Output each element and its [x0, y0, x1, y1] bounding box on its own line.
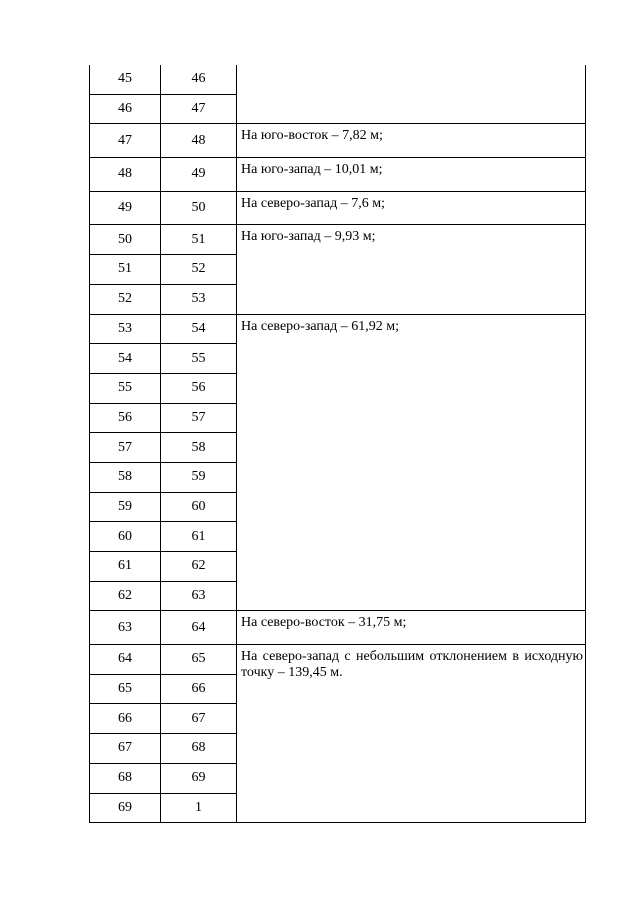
direction-description-cell: На юго-запад – 10,01 м;	[237, 158, 586, 192]
point-from-cell: 62	[90, 581, 161, 611]
table-row	[90, 314, 586, 344]
point-from-cell: 60	[90, 522, 161, 552]
point-to-cell: 51	[161, 225, 237, 255]
point-to-cell: 52	[161, 255, 237, 285]
point-to-cell: 65	[161, 645, 237, 675]
point-from-cell: 57	[90, 433, 161, 463]
point-from-cell: 50	[90, 225, 161, 255]
point-from-cell: 49	[90, 191, 161, 225]
point-to-cell: 64	[161, 611, 237, 645]
point-to-cell: 60	[161, 492, 237, 522]
point-from-cell: 45	[90, 65, 161, 94]
direction-description-cell	[237, 65, 586, 124]
point-from-cell: 66	[90, 704, 161, 734]
point-to-cell: 56	[161, 373, 237, 403]
point-to-cell: 55	[161, 344, 237, 374]
point-from-cell: 69	[90, 793, 161, 823]
direction-description-cell: На северо-запад – 7,6 м;	[237, 191, 586, 225]
table-row	[90, 611, 586, 645]
point-from-cell: 65	[90, 674, 161, 704]
table-row	[90, 191, 586, 225]
direction-description-cell: На северо-восток – 31,75 м;	[237, 611, 586, 645]
point-to-cell: 1	[161, 793, 237, 823]
point-from-cell: 63	[90, 611, 161, 645]
point-from-cell: 54	[90, 344, 161, 374]
point-from-cell: 47	[90, 124, 161, 158]
point-to-cell: 66	[161, 674, 237, 704]
point-from-cell: 53	[90, 314, 161, 344]
table-row	[90, 65, 586, 94]
point-from-cell: 67	[90, 734, 161, 764]
direction-description-cell: На северо-запад с небольшим отклонением в исходную точку – 139,45 м.	[237, 645, 586, 823]
point-to-cell: 54	[161, 314, 237, 344]
point-to-cell: 47	[161, 94, 237, 124]
point-to-cell: 46	[161, 65, 237, 94]
direction-description-cell: На северо-запад – 61,92 м;	[237, 314, 586, 611]
point-to-cell: 57	[161, 403, 237, 433]
table-row	[90, 158, 586, 192]
point-to-cell: 67	[161, 704, 237, 734]
point-to-cell: 69	[161, 763, 237, 793]
point-to-cell: 68	[161, 734, 237, 764]
boundary-table-body	[90, 65, 586, 823]
direction-description-cell: На юго-запад – 9,93 м;	[237, 225, 586, 314]
direction-description-cell: На юго-восток – 7,82 м;	[237, 124, 586, 158]
point-to-cell: 61	[161, 522, 237, 552]
point-to-cell: 62	[161, 552, 237, 582]
point-from-cell: 58	[90, 462, 161, 492]
point-from-cell: 48	[90, 158, 161, 192]
point-from-cell: 64	[90, 645, 161, 675]
point-to-cell: 50	[161, 191, 237, 225]
table-row	[90, 124, 586, 158]
point-to-cell: 63	[161, 581, 237, 611]
point-to-cell: 49	[161, 158, 237, 192]
point-to-cell: 53	[161, 284, 237, 314]
point-to-cell: 48	[161, 124, 237, 158]
point-from-cell: 51	[90, 255, 161, 285]
point-from-cell: 55	[90, 373, 161, 403]
table-row	[90, 645, 586, 675]
table-row	[90, 225, 586, 255]
point-from-cell: 59	[90, 492, 161, 522]
boundary-table	[89, 65, 586, 823]
point-to-cell: 59	[161, 462, 237, 492]
point-to-cell: 58	[161, 433, 237, 463]
point-from-cell: 52	[90, 284, 161, 314]
point-from-cell: 56	[90, 403, 161, 433]
point-from-cell: 61	[90, 552, 161, 582]
point-from-cell: 46	[90, 94, 161, 124]
point-from-cell: 68	[90, 763, 161, 793]
